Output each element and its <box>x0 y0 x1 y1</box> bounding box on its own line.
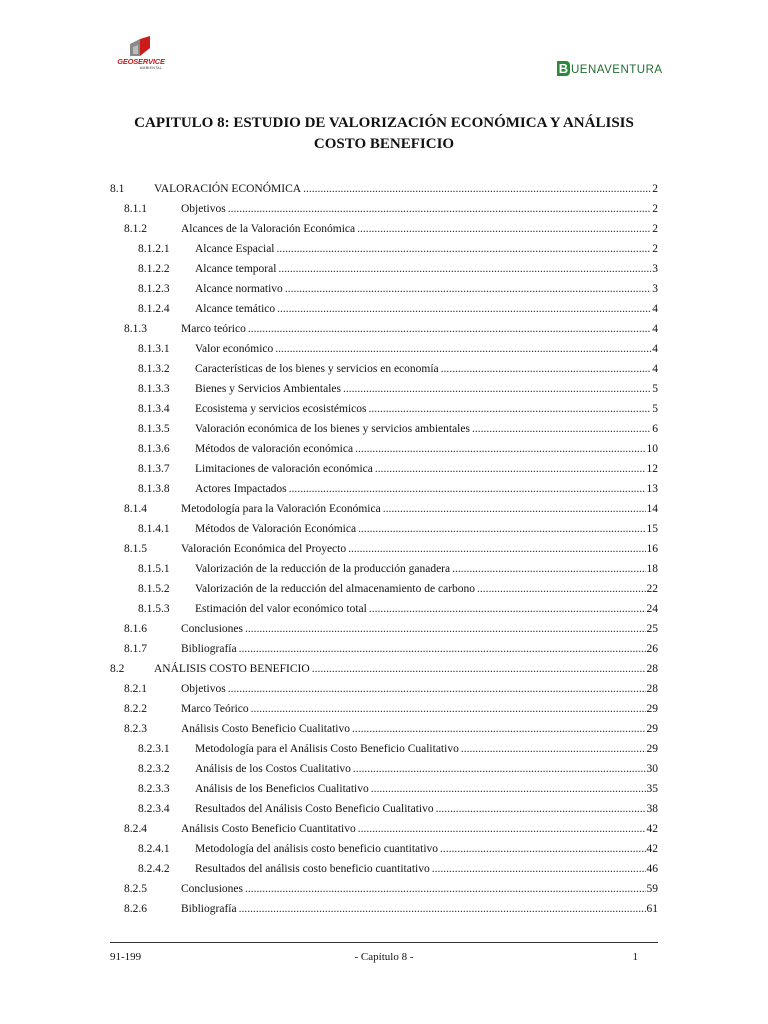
toc-entry-label: Marco Teórico <box>181 703 249 715</box>
toc-entry-label: Metodología para el Análisis Costo Beneficio Cualitativo <box>195 743 459 755</box>
toc-entry-page: 2 <box>652 223 658 235</box>
toc-entry-page: 13 <box>646 483 658 495</box>
toc-dot-leader <box>289 479 646 499</box>
toc-entry[interactable] <box>124 619 658 639</box>
toc-entry[interactable] <box>124 899 658 919</box>
toc-dot-leader <box>358 819 646 839</box>
toc-dot-leader <box>245 619 646 639</box>
toc-dot-leader <box>375 459 646 479</box>
toc-entry-label: Alcance Espacial <box>195 243 275 255</box>
toc-entry-number: 8.1.2.1 <box>138 243 170 255</box>
toc-entry-number: 8.2.3.4 <box>138 803 170 815</box>
toc-entry-label: Limitaciones de valoración económica <box>195 463 373 475</box>
toc-entry[interactable] <box>110 179 658 199</box>
toc-entry[interactable] <box>138 799 658 819</box>
toc-dot-leader <box>352 719 646 739</box>
toc-entry-label: Análisis Costo Beneficio Cualitativo <box>181 723 350 735</box>
toc-entry-number: 8.1.4.1 <box>138 523 170 535</box>
toc-entry[interactable] <box>124 699 658 719</box>
toc-entry-page: 3 <box>652 283 658 295</box>
toc-entry-page: 28 <box>646 683 658 695</box>
toc-entry[interactable] <box>138 519 658 539</box>
toc-entry-label: VALORACIÓN ECONÓMICA <box>154 183 302 195</box>
toc-entry[interactable] <box>138 479 658 499</box>
toc-dot-leader <box>251 699 646 719</box>
toc-entry-label: Metodología del análisis costo beneficio cuantitativo <box>195 843 439 855</box>
toc-entry-label: Bibliografía <box>181 903 237 915</box>
toc-entry-label: Objetivos <box>181 203 226 215</box>
toc-entry-label: Bienes y Servicios Ambientales <box>195 383 341 395</box>
toc-entry-label: Metodología para la Valoración Económica <box>181 503 381 515</box>
toc-entry[interactable] <box>124 639 658 659</box>
toc-entry-page: 5 <box>652 403 658 415</box>
toc-entry-label: Análisis de los Beneficios Cualitativo <box>195 783 369 795</box>
footer-divider <box>110 942 658 943</box>
toc-entry-number: 8.1.6 <box>124 623 147 635</box>
toc-entry-number: 8.1.5.3 <box>138 603 170 615</box>
toc-entry-number: 8.2.4.2 <box>138 863 170 875</box>
toc-entry-page: 2 <box>652 203 658 215</box>
footer-page-number: 1 <box>632 951 638 963</box>
toc-entry[interactable] <box>124 199 658 219</box>
toc-entry-page: 4 <box>652 343 658 355</box>
toc-entry-number: 8.1.7 <box>124 643 147 655</box>
toc-entry[interactable] <box>138 759 658 779</box>
toc-entry-label: Valoración Económica del Proyecto <box>181 543 347 555</box>
toc-entry[interactable] <box>124 499 658 519</box>
toc-entry[interactable] <box>138 779 658 799</box>
toc-entry-label: Objetivos <box>181 683 226 695</box>
toc-entry[interactable] <box>138 379 658 399</box>
toc-entry-number: 8.1.3.7 <box>138 463 170 475</box>
toc-entry-label: Métodos de valoración económica <box>195 443 354 455</box>
toc-dot-leader <box>461 739 646 759</box>
toc-entry-label: Métodos de Valoración Económica <box>195 523 357 535</box>
toc-dot-leader <box>278 259 651 279</box>
toc-entry-number: 8.1.2.2 <box>138 263 170 275</box>
toc-entry-number: 8.2.3.2 <box>138 763 170 775</box>
toc-entry-page: 42 <box>646 843 658 855</box>
chapter-title-line-2: COSTO BENEFICIO <box>313 136 455 152</box>
toc-dot-leader <box>357 219 651 239</box>
toc-entry[interactable] <box>138 579 658 599</box>
toc-entry-page: 46 <box>646 863 658 875</box>
toc-entry-page: 29 <box>646 723 658 735</box>
toc-dot-leader <box>432 859 646 879</box>
geoservice-logo <box>108 36 174 72</box>
toc-entry-number: 8.2.3 <box>124 723 147 735</box>
toc-entry-number: 8.1.3.3 <box>138 383 170 395</box>
toc-entry-label: Valoración económica de los bienes y servicios ambientales <box>195 423 470 435</box>
toc-entry-label: Alcance temporal <box>195 263 277 275</box>
toc-entry[interactable] <box>124 679 658 699</box>
toc-entry-number: 8.1.3.4 <box>138 403 170 415</box>
toc-entry[interactable] <box>138 739 658 759</box>
toc-dot-leader <box>472 419 651 439</box>
toc-entry[interactable] <box>138 239 658 259</box>
toc-entry-label: Actores Impactados <box>195 483 287 495</box>
toc-entry-number: 8.2.6 <box>124 903 147 915</box>
buenaventura-initial: B <box>558 61 569 76</box>
toc-entry-label: Valorización de la reducción del almacenamiento de carbono <box>195 583 476 595</box>
buenaventura-wordmark: UENAVENTURA <box>571 64 663 76</box>
toc-entry-page: 16 <box>646 543 658 555</box>
toc-dot-leader <box>371 779 646 799</box>
toc-dot-leader <box>369 599 646 619</box>
toc-entry-number: 8.1.3.1 <box>138 343 170 355</box>
toc-entry-label: Valorización de la reducción de la producción ganadera <box>195 563 451 575</box>
toc-entry-number: 8.1.5 <box>124 543 147 555</box>
toc-entry-label: Alcance normativo <box>195 283 283 295</box>
toc-dot-leader <box>355 439 645 459</box>
toc-entry-page: 3 <box>652 263 658 275</box>
toc-entry-number: 8.1.3 <box>124 323 147 335</box>
toc-entry[interactable] <box>124 819 658 839</box>
toc-entry[interactable] <box>138 399 658 419</box>
toc-dot-leader <box>348 539 645 559</box>
toc-entry[interactable] <box>138 359 658 379</box>
toc-entry-page: 5 <box>652 383 658 395</box>
toc-entry-page: 12 <box>646 463 658 475</box>
toc-entry-page: 24 <box>646 603 658 615</box>
toc-entry-number: 8.2.2 <box>124 703 147 715</box>
toc-entry[interactable] <box>138 339 658 359</box>
toc-entry-page: 29 <box>646 743 658 755</box>
toc-entry-number: 8.1.5.2 <box>138 583 170 595</box>
toc-entry-number: 8.1.3.8 <box>138 483 170 495</box>
toc-entry-label: Ecosistema y servicios ecosistémicos <box>195 403 367 415</box>
toc-entry[interactable] <box>124 719 658 739</box>
toc-entry-label: Conclusiones <box>181 883 243 895</box>
toc-dot-leader <box>239 899 646 919</box>
toc-entry[interactable] <box>124 879 658 899</box>
toc-entry-page: 25 <box>646 623 658 635</box>
toc-entry-number: 8.1.2.3 <box>138 283 170 295</box>
toc-entry[interactable] <box>124 219 658 239</box>
toc-entry-label: ANÁLISIS COSTO BENEFICIO <box>154 663 310 675</box>
toc-dot-leader <box>441 359 652 379</box>
geoservice-sub-text: AMBIENTAL <box>139 66 163 70</box>
toc-entry-page: 10 <box>646 443 658 455</box>
toc-entry-number: 8.1 <box>110 183 125 195</box>
toc-entry-number: 8.1.2.4 <box>138 303 170 315</box>
toc-dot-leader <box>275 339 651 359</box>
toc-entry-page: 61 <box>646 903 658 915</box>
buenaventura-logo <box>557 60 663 76</box>
toc-entry[interactable] <box>138 419 658 439</box>
toc-entry-label: Análisis Costo Beneficio Cuantitativo <box>181 823 356 835</box>
toc-entry-page: 4 <box>652 303 658 315</box>
toc-entry-label: Resultados del análisis costo beneficio cuantitativo <box>195 863 430 875</box>
toc-entry[interactable] <box>138 279 658 299</box>
toc-dot-leader <box>477 579 645 599</box>
toc-entry[interactable] <box>124 319 658 339</box>
toc-entry-page: 18 <box>646 563 658 575</box>
toc-entry-label: Bibliografía <box>181 643 237 655</box>
toc-entry-page: 30 <box>646 763 658 775</box>
footer-chapter: - Capítulo 8 - <box>354 951 414 963</box>
toc-entry[interactable] <box>138 439 658 459</box>
toc-dot-leader <box>248 319 651 339</box>
toc-entry-number: 8.1.5.1 <box>138 563 170 575</box>
toc-entry-page: 4 <box>652 323 658 335</box>
toc-dot-leader <box>245 879 646 899</box>
toc-entry-number: 8.1.1 <box>124 203 147 215</box>
toc-dot-leader <box>358 519 645 539</box>
toc-entry-page: 26 <box>646 643 658 655</box>
chapter-title-line-1: CAPITULO 8: ESTUDIO DE VALORIZACIÓN ECONÓMICA Y ANÁLISIS <box>134 115 634 131</box>
toc-entry[interactable] <box>124 539 658 559</box>
toc-dot-leader <box>436 799 646 819</box>
toc-dot-leader <box>285 279 651 299</box>
toc-entry-number: 8.1.3.5 <box>138 423 170 435</box>
toc-entry[interactable] <box>138 859 658 879</box>
toc-entry-label: Alcance temático <box>195 303 276 315</box>
chapter-title <box>100 113 668 155</box>
toc-entry-number: 8.1.3.2 <box>138 363 170 375</box>
toc-entry-label: Valor económico <box>195 343 274 355</box>
toc-entry-number: 8.1.2 <box>124 223 147 235</box>
toc-dot-leader <box>277 299 651 319</box>
toc-entry-number: 8.2.5 <box>124 883 147 895</box>
geoservice-brand-text: GEOSERVICE <box>117 57 165 66</box>
footer-document-code: 91-199 <box>110 951 142 963</box>
toc-entry-page: 4 <box>652 363 658 375</box>
toc-entry-page: 38 <box>646 803 658 815</box>
toc-dot-leader <box>353 759 646 779</box>
toc-entry-page: 6 <box>652 423 658 435</box>
toc-dot-leader <box>228 679 646 699</box>
toc-entry-page: 35 <box>646 783 658 795</box>
toc-entry-page: 42 <box>646 823 658 835</box>
toc-entry-label: Marco teórico <box>181 323 246 335</box>
toc-dot-leader <box>383 499 646 519</box>
toc-dot-leader <box>239 639 646 659</box>
toc-entry-page: 29 <box>646 703 658 715</box>
toc-entry-number: 8.1.4 <box>124 503 147 515</box>
toc-entry[interactable] <box>138 599 658 619</box>
toc-entry[interactable] <box>138 259 658 279</box>
toc-entry-label: Estimación del valor económico total <box>195 603 367 615</box>
toc-entry-number: 8.2.4 <box>124 823 147 835</box>
toc-entry-label: Resultados del Análisis Costo Beneficio Cualitativo <box>195 803 434 815</box>
toc-entry[interactable] <box>138 839 658 859</box>
toc-dot-leader <box>228 199 652 219</box>
toc-dot-leader <box>452 559 645 579</box>
toc-entry-number: 8.2.1 <box>124 683 147 695</box>
toc-entry-number: 8.1.3.6 <box>138 443 170 455</box>
toc-entry-number: 8.2.3.3 <box>138 783 170 795</box>
toc-entry-page: 28 <box>646 663 658 675</box>
toc-entry[interactable] <box>110 659 658 679</box>
toc-entry[interactable] <box>138 559 658 579</box>
toc-dot-leader <box>303 179 651 199</box>
toc-entry-number: 8.2.3.1 <box>138 743 170 755</box>
toc-entry[interactable] <box>138 459 658 479</box>
toc-dot-leader <box>277 239 652 259</box>
geoservice-emblem-icon <box>128 36 152 58</box>
toc-dot-leader <box>312 659 646 679</box>
toc-entry-page: 22 <box>646 583 658 595</box>
toc-entry-page: 59 <box>646 883 658 895</box>
toc-entry-label: Características de los bienes y servicios en economía <box>195 363 439 375</box>
toc-entry-label: Análisis de los Costos Cualitativo <box>195 763 351 775</box>
toc-entry-number: 8.2 <box>110 663 125 675</box>
toc-dot-leader <box>440 839 645 859</box>
toc-entry-number: 8.2.4.1 <box>138 843 170 855</box>
toc-entry-page: 15 <box>646 523 658 535</box>
toc-entry-page: 2 <box>652 183 658 195</box>
toc-dot-leader <box>343 379 651 399</box>
toc-entry-label: Conclusiones <box>181 623 243 635</box>
toc-entry-label: Alcances de la Valoración Económica <box>181 223 356 235</box>
toc-entry-page: 2 <box>652 243 658 255</box>
toc-entry-page: 14 <box>646 503 658 515</box>
toc-entry[interactable] <box>138 299 658 319</box>
toc-dot-leader <box>369 399 652 419</box>
